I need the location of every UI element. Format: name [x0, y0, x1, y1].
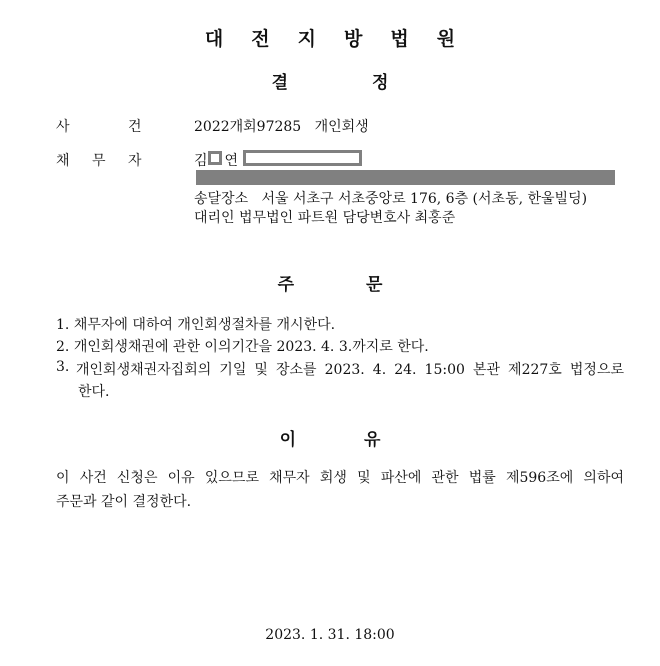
label-char: 건: [128, 119, 142, 135]
court-char: 전: [251, 28, 270, 50]
heading-char: 문: [366, 275, 383, 295]
order-item-1: [56, 314, 335, 334]
court-char: 원: [436, 28, 456, 50]
order-text: 개인회생채권에 관한 이의기간을 2023. 4. 3.까지로 한다.: [73, 339, 429, 355]
name-redaction: [208, 151, 222, 165]
reason-line-2: 주문과 같이 결정한다.: [56, 494, 192, 510]
debtor-label: [56, 150, 142, 170]
label-char: 채: [56, 153, 70, 169]
order-item-2: [56, 336, 429, 356]
label-char: 사: [56, 119, 70, 135]
order-text: 개인회생채권자집회의 기일 및 장소를 2023. 4. 24. 15:00 본관 제227호 법정으로: [76, 362, 624, 378]
case-number: 2022개회97285: [194, 119, 302, 135]
debtor-name-first: 김: [194, 153, 208, 169]
order-number: 1.: [56, 317, 70, 333]
label-char: 자: [128, 153, 142, 169]
case-value: [194, 116, 369, 136]
court-char: 지: [297, 28, 316, 50]
heading-char: 주: [277, 275, 294, 295]
reason-line-1: 이 사건 신청은 이유 있으므로 채무자 회생 및 파산에 관한 법률 제596조에 의하여: [56, 470, 624, 486]
label-char: 무: [92, 153, 106, 169]
court-char: 대: [204, 28, 224, 50]
case-type: 개인회생: [314, 119, 369, 135]
heading-char: 정: [372, 73, 389, 93]
court-title: [0, 24, 660, 51]
delivery-address: [194, 188, 587, 208]
heading-char: 이: [279, 430, 296, 450]
address-label: 송달장소: [194, 191, 249, 207]
heading-char: 결: [271, 73, 288, 93]
order-number: 2.: [56, 339, 70, 355]
name-redaction-box: [243, 150, 362, 166]
order-text: 채무자에 대하여 개인회생절차를 개시한다.: [73, 317, 336, 333]
debtor-name-last: 연: [224, 153, 239, 169]
order-item-3-continuation: 한다.: [78, 384, 110, 400]
order-item-3: [56, 359, 624, 379]
address-text: 서울 서초구 서초중앙로 176, 6층 (서초동, 한울빌딩): [261, 191, 588, 207]
court-char: 방: [344, 28, 363, 50]
document-type-heading: [0, 68, 660, 93]
order-number: 3.: [56, 359, 70, 375]
agent-line: 대리인 법무법인 파트원 담당변호사 최홍준: [194, 210, 456, 226]
court-char: 법: [390, 28, 409, 50]
heading-char: 유: [364, 430, 381, 450]
decision-date: 2023. 1. 31. 18:00: [265, 627, 395, 643]
reason-heading: [0, 425, 660, 450]
case-label: [56, 116, 142, 136]
order-heading: [0, 270, 660, 295]
address-redaction: [196, 170, 615, 185]
